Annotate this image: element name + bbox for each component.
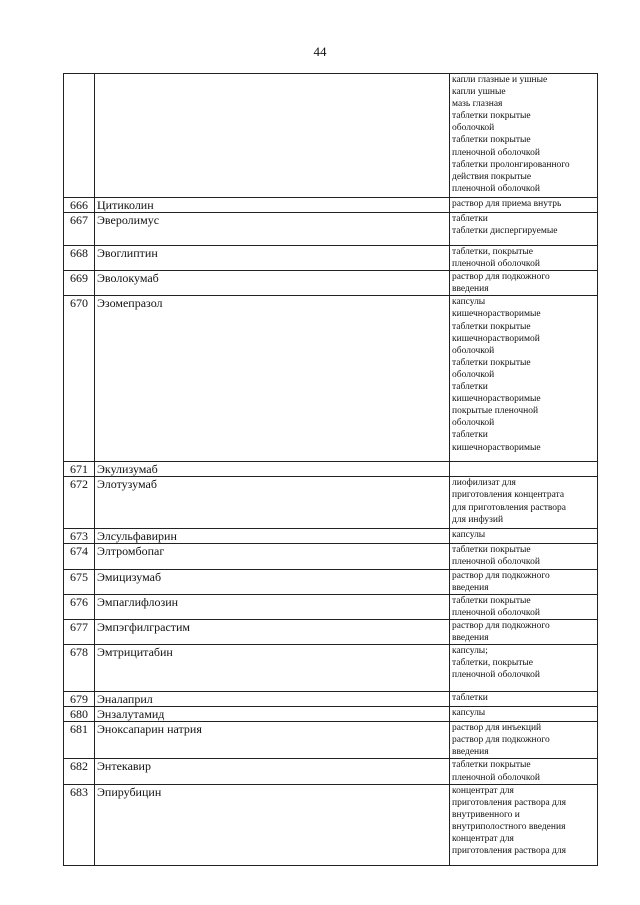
dosage-form-line: пленочной оболочкой — [452, 259, 540, 270]
dosage-form-line: капсулы — [452, 530, 486, 541]
dosage-forms — [450, 569, 598, 594]
row-number: 676 — [64, 594, 95, 619]
table-row — [64, 692, 598, 707]
dosage-form-line: таблетки — [452, 214, 488, 224]
drug-name: Эпирубицин — [95, 784, 450, 865]
dosage-form-line: раствор для приема внутрь — [452, 199, 562, 209]
dosage-form-line: введения — [452, 747, 489, 758]
row-number: 669 — [64, 271, 95, 296]
drug-name: Эмпэгфилграстим — [95, 619, 450, 644]
row-number: 670 — [64, 296, 95, 462]
dosage-form-line: для инфузий — [452, 514, 504, 525]
dosage-form-line: таблетки диспергируемые — [452, 226, 558, 237]
dosage-form-line: пленочной оболочкой — [452, 557, 540, 568]
drug-name: Эмицизумаб — [95, 569, 450, 594]
table-row — [64, 594, 598, 619]
table-row — [64, 296, 598, 462]
dosage-forms — [450, 271, 598, 296]
row-number: 678 — [64, 645, 95, 692]
dosage-form-line: приготовления раствора для — [452, 846, 566, 857]
table-row — [64, 271, 598, 296]
row-number: 680 — [64, 707, 95, 722]
dosage-forms — [450, 759, 598, 784]
dosage-forms — [450, 246, 598, 271]
dosage-form-line: кишечнорастворимые — [452, 394, 541, 405]
page-number: 44 — [313, 44, 327, 59]
dosage-form-line: пленочной оболочкой — [452, 670, 540, 681]
dosage-form-line: капсулы — [452, 297, 486, 308]
row-number: 682 — [64, 759, 95, 784]
dosage-form-line: оболочкой — [452, 369, 495, 380]
dosage-form-line: введения — [452, 582, 489, 593]
table-row — [64, 645, 598, 692]
dosage-form-line: таблетки — [452, 382, 488, 393]
dosage-form-line: капли ушные — [452, 87, 506, 98]
drug-name: Элтромбопаг — [95, 544, 450, 569]
dosage-form-line: таблетки покрытые — [452, 135, 531, 146]
dosage-form-line: пленочной оболочкой — [452, 183, 540, 194]
dosage-form-line: концентрат для — [452, 833, 514, 844]
dosage-form-line: таблетки покрытые — [452, 545, 531, 556]
dosage-form-line: оболочкой — [452, 418, 495, 429]
dosage-form-line: капсулы; — [452, 646, 488, 657]
table-row — [64, 544, 598, 569]
dosage-forms — [450, 722, 598, 759]
dosage-form-line: для приготовления раствора — [452, 502, 566, 513]
dosage-form-line: пленочной оболочкой — [452, 607, 540, 618]
dosage-form-line: приготовления раствора для — [452, 797, 566, 808]
dosage-form-line: введения — [452, 633, 489, 644]
dosage-form-line: лиофилизат для — [452, 478, 516, 489]
dosage-forms — [450, 462, 598, 477]
table-row — [64, 569, 598, 594]
dosage-form-line: раствор для инъекций — [452, 723, 542, 734]
drug-name: Эмтрицитабин — [95, 645, 450, 692]
row-number: 668 — [64, 246, 95, 271]
medications-table-body — [64, 74, 598, 866]
dosage-form-line: таблетки покрытые — [452, 357, 531, 368]
dosage-form-line: таблетки покрытые — [452, 111, 531, 122]
dosage-form-line: таблетки покрытые — [452, 321, 531, 332]
drug-name: Эволокумаб — [95, 271, 450, 296]
drug-name: Эноксапарин натрия — [95, 722, 450, 759]
dosage-forms — [450, 213, 598, 246]
drug-name: Эмпаглифлозин — [95, 594, 450, 619]
dosage-form-line: раствор для подкожного — [452, 570, 550, 581]
dosage-forms — [450, 198, 598, 213]
dosage-forms — [450, 477, 598, 529]
table-row — [64, 619, 598, 644]
medications-table — [63, 73, 598, 866]
dosage-form-line: раствор для подкожного — [452, 620, 550, 631]
dosage-form-line: покрытые пленочной — [452, 406, 539, 417]
row-number: 675 — [64, 569, 95, 594]
table-row — [64, 246, 598, 271]
table-row — [64, 722, 598, 759]
drug-name: Эзомепразол — [95, 296, 450, 462]
row-number: 677 — [64, 619, 95, 644]
dosage-forms — [450, 707, 598, 722]
table-row — [64, 213, 598, 246]
table-row — [64, 784, 598, 865]
row-number: 681 — [64, 722, 95, 759]
dosage-form-line: кишечнорастворимые — [452, 309, 541, 320]
drug-name — [95, 74, 450, 198]
dosage-forms — [450, 529, 598, 544]
drug-name: Эверолимус — [95, 213, 450, 246]
dosage-forms — [450, 544, 598, 569]
dosage-form-line: пленочной оболочкой — [452, 147, 540, 158]
dosage-form-line: оболочкой — [452, 123, 495, 134]
dosage-form-line: капли глазные и ушные — [452, 75, 548, 85]
table-row — [64, 707, 598, 722]
dosage-form-line: раствор для подкожного — [452, 272, 550, 283]
dosage-form-line: оболочкой — [452, 345, 495, 356]
table-row — [64, 198, 598, 213]
dosage-form-line: капсулы — [452, 708, 486, 719]
dosage-form-line: внутриполостного введения — [452, 821, 566, 832]
drug-name: Элсульфавирин — [95, 529, 450, 544]
dosage-forms — [450, 594, 598, 619]
dosage-form-line: внутривенного и — [452, 809, 520, 820]
row-number: 679 — [64, 692, 95, 707]
table-row — [64, 462, 598, 477]
dosage-forms — [450, 74, 598, 198]
drug-name: Энзалутамид — [95, 707, 450, 722]
row-number: 671 — [64, 462, 95, 477]
table-row — [64, 529, 598, 544]
row-number: 667 — [64, 213, 95, 246]
row-number: 672 — [64, 477, 95, 529]
drug-name: Эналаприл — [95, 692, 450, 707]
table-row — [64, 74, 598, 198]
table-row — [64, 759, 598, 784]
dosage-form-line: таблетки пролонгированного — [452, 159, 570, 170]
dosage-form-line: кишечнорастворимой — [452, 333, 540, 344]
dosage-form-line: таблетки, покрытые — [452, 247, 533, 257]
row-number: 673 — [64, 529, 95, 544]
table-row — [64, 477, 598, 529]
drug-name: Энтекавир — [95, 759, 450, 784]
row-number: 683 — [64, 784, 95, 865]
dosage-form-line: таблетки покрытые — [452, 595, 531, 606]
dosage-forms — [450, 784, 598, 865]
dosage-forms — [450, 692, 598, 707]
row-number: 674 — [64, 544, 95, 569]
dosage-form-line: кишечнорастворимые — [452, 442, 541, 453]
dosage-form-line: концентрат для — [452, 785, 514, 796]
dosage-form-line: пленочной оболочкой — [452, 772, 540, 783]
dosage-forms — [450, 296, 598, 462]
drug-name: Цитиколин — [95, 198, 450, 213]
drug-name: Экулизумаб — [95, 462, 450, 477]
dosage-form-line: раствор для подкожного — [452, 735, 550, 746]
dosage-forms — [450, 619, 598, 644]
drug-name: Элотузумаб — [95, 477, 450, 529]
dosage-form-line: таблетки покрытые — [452, 760, 531, 771]
dosage-form-line: таблетки — [452, 693, 488, 704]
dosage-form-line: введения — [452, 284, 489, 295]
dosage-form-line: таблетки — [452, 430, 488, 441]
row-number: 666 — [64, 198, 95, 213]
drug-name: Эвоглиптин — [95, 246, 450, 271]
dosage-form-line: таблетки, покрытые — [452, 658, 533, 669]
dosage-forms — [450, 645, 598, 692]
dosage-form-line: мазь глазная — [452, 99, 503, 110]
dosage-form-line: приготовления концентрата — [452, 490, 565, 501]
dosage-form-line: действия покрытые — [452, 171, 532, 182]
row-number — [64, 74, 95, 198]
